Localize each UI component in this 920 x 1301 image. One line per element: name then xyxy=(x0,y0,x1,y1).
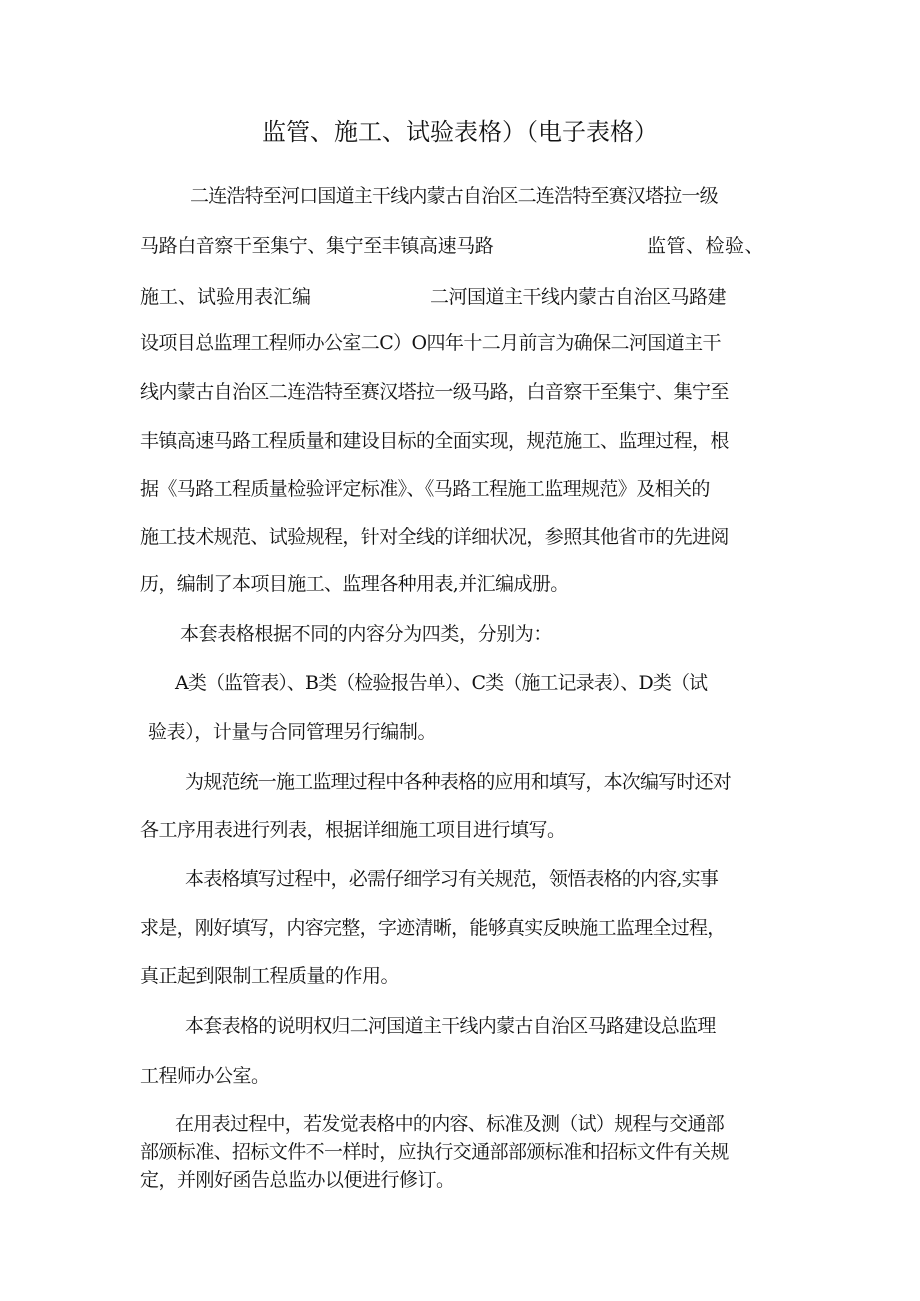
intro-text: 二连浩特至河口国道主干线内蒙古自治区二连浩特至赛汉塔拉一级 xyxy=(190,185,718,207)
categories-text: 本套表格根据不同的内容分为四类，分别为： xyxy=(180,623,553,645)
filling-text: 求是，刚好填写，内容完整，字迹清晰，能够真实反映施工监理全过程， xyxy=(140,917,726,939)
rights-text: 本套表格的说明权归二河国道主干线内蒙古自治区马路建设总监理 xyxy=(185,1015,716,1037)
categories-text: 验表），计量与合同管理另行编制。 xyxy=(148,721,437,743)
intro-text: 施工、试验用表汇编 xyxy=(140,286,312,308)
intro-text: 据《马路工程质量检验评定标准》、《马路工程施工监理规范》及相关的 xyxy=(140,478,710,500)
standardize-text: 各工序用表进行列表，根据详细施工项目进行填写。 xyxy=(140,819,566,841)
revision-text: 部颁标准、招标文件不一样时，应执行交通部部颁标准和招标文件有关规 xyxy=(140,1141,729,1163)
filling-text: 本表格填写过程中，必需仔细学习有关规范，领悟表格的内容,实事 xyxy=(185,868,719,890)
intro-text: 设项目总监理工程师办公室二C）O四年十二月前言为确保二河国道主干 xyxy=(140,332,721,354)
intro-text: 马路白音察干至集宁、集宁至丰镇高速马路 xyxy=(140,235,494,257)
intro-text: 丰镇高速马路工程质量和建设目标的全面实现，规范施工、监理过程，根 xyxy=(140,430,729,452)
revision-text: 定，并刚好函告总监办以便进行修订。 xyxy=(140,1169,455,1191)
filling-text: 真正起到限制工程质量的作用。 xyxy=(140,965,400,987)
rights-text: 工程师办公室。 xyxy=(140,1065,270,1087)
intro-text: 施工技术规范、试验规程，针对全线的详细状况，参照其他省市的先进阅 xyxy=(140,526,729,548)
standardize-text: 为规范统一施工监理过程中各种表格的应用和填写，本次编写时还对 xyxy=(185,771,732,793)
intro-text: 监管、检验、 xyxy=(647,235,765,257)
intro-text: 线内蒙古自治区二连浩特至赛汉塔拉一级马路，白音察干至集宁、集宁至 xyxy=(140,381,729,403)
intro-text: 历，编制了本项目施工、监理各种用表,并汇编成册。 xyxy=(140,573,569,595)
document-title: 监管、施工、试验表格）（电子表格） xyxy=(262,118,658,146)
intro-text: 二河国道主干线内蒙古自治区马路建 xyxy=(430,286,727,308)
categories-text: A类（监管表）、B类（检验报告单）、C类（施工记录表）、D类（试 xyxy=(175,672,708,694)
revision-text: 在用表过程中，若发觉表格中的内容、标准及测（试）规程与交通部 xyxy=(175,1113,725,1135)
